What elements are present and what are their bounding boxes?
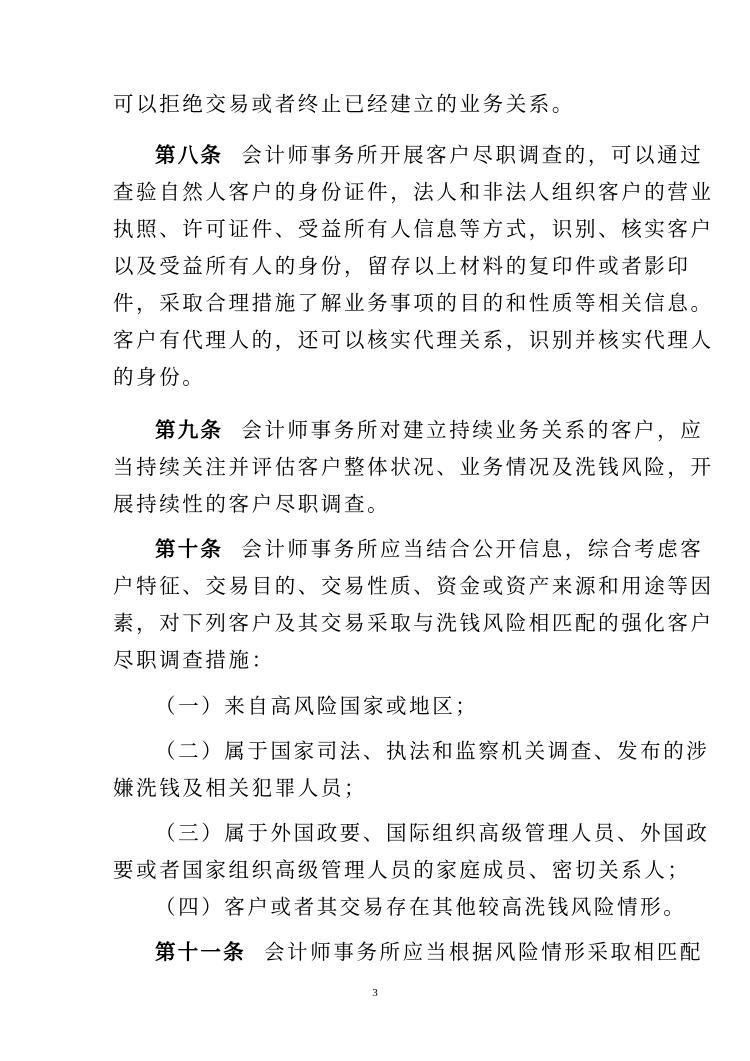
body-line: 客户有代理人的，还可以核实代理关系，识别并核实代理人 [113,328,714,352]
body-line: 展持续性的客户尽职调查。 [113,492,391,516]
body-line: 当持续关注并评估客户整体状况、业务情况及洗钱风险，开 [113,455,714,479]
article-11-first-line: 第十一条 会计师事务所应当根据风险情形采取相匹配 [155,940,703,964]
page-number: 3 [372,987,378,999]
body-line: 嫌洗钱及相关犯罪人员； [113,776,368,800]
body-line: 的身份。 [113,365,206,389]
body-line: 件，采取合理措施了解业务事项的目的和性质等相关信息。 [113,291,714,315]
article-8-first-line: 第八条 会计师事务所开展客户尽职调查的，可以通过 [155,143,704,167]
body-line: 以及受益所有人的身份，留存以上材料的复印件或者影印 [113,254,691,278]
body-line: 尽职调查措施： [113,648,275,672]
article-heading: 第八条 [155,143,224,167]
list-item: （四）客户或者其交易存在其他较高洗钱风险情形。 [155,895,687,919]
article-9-first-line: 第九条 会计师事务所对建立持续业务关系的客户，应 [155,418,704,442]
article-heading: 第十条 [155,537,224,561]
article-heading: 第九条 [155,418,224,442]
body-line: 素，对下列客户及其交易采取与洗钱风险相匹配的强化客户 [113,611,714,635]
body-line: 执照、许可证件、受益所有人信息等方式，识别、核实客户 [113,217,714,241]
body-line: 要或者国家组织高级管理人员的家庭成员、密切关系人； [113,858,691,882]
list-item: （二）属于国家司法、执法和监察机关调查、发布的涉 [155,739,710,763]
article-10-first-line: 第十条 会计师事务所应当结合公开信息，综合考虑客 [155,537,704,561]
list-item: （一）来自高风险国家或地区； [155,694,479,718]
list-item: （三）属于外国政要、国际组织高级管理人员、外国政 [155,821,710,845]
article-heading: 第十一条 [155,940,246,964]
body-line: 可以拒绝交易或者终止已经建立的业务关系。 [113,92,575,116]
body-line: 户特征、交易目的、交易性质、资金或资产来源和用途等因 [113,574,714,598]
body-line: 查验自然人客户的身份证件，法人和非法人组织客户的营业 [113,180,714,204]
